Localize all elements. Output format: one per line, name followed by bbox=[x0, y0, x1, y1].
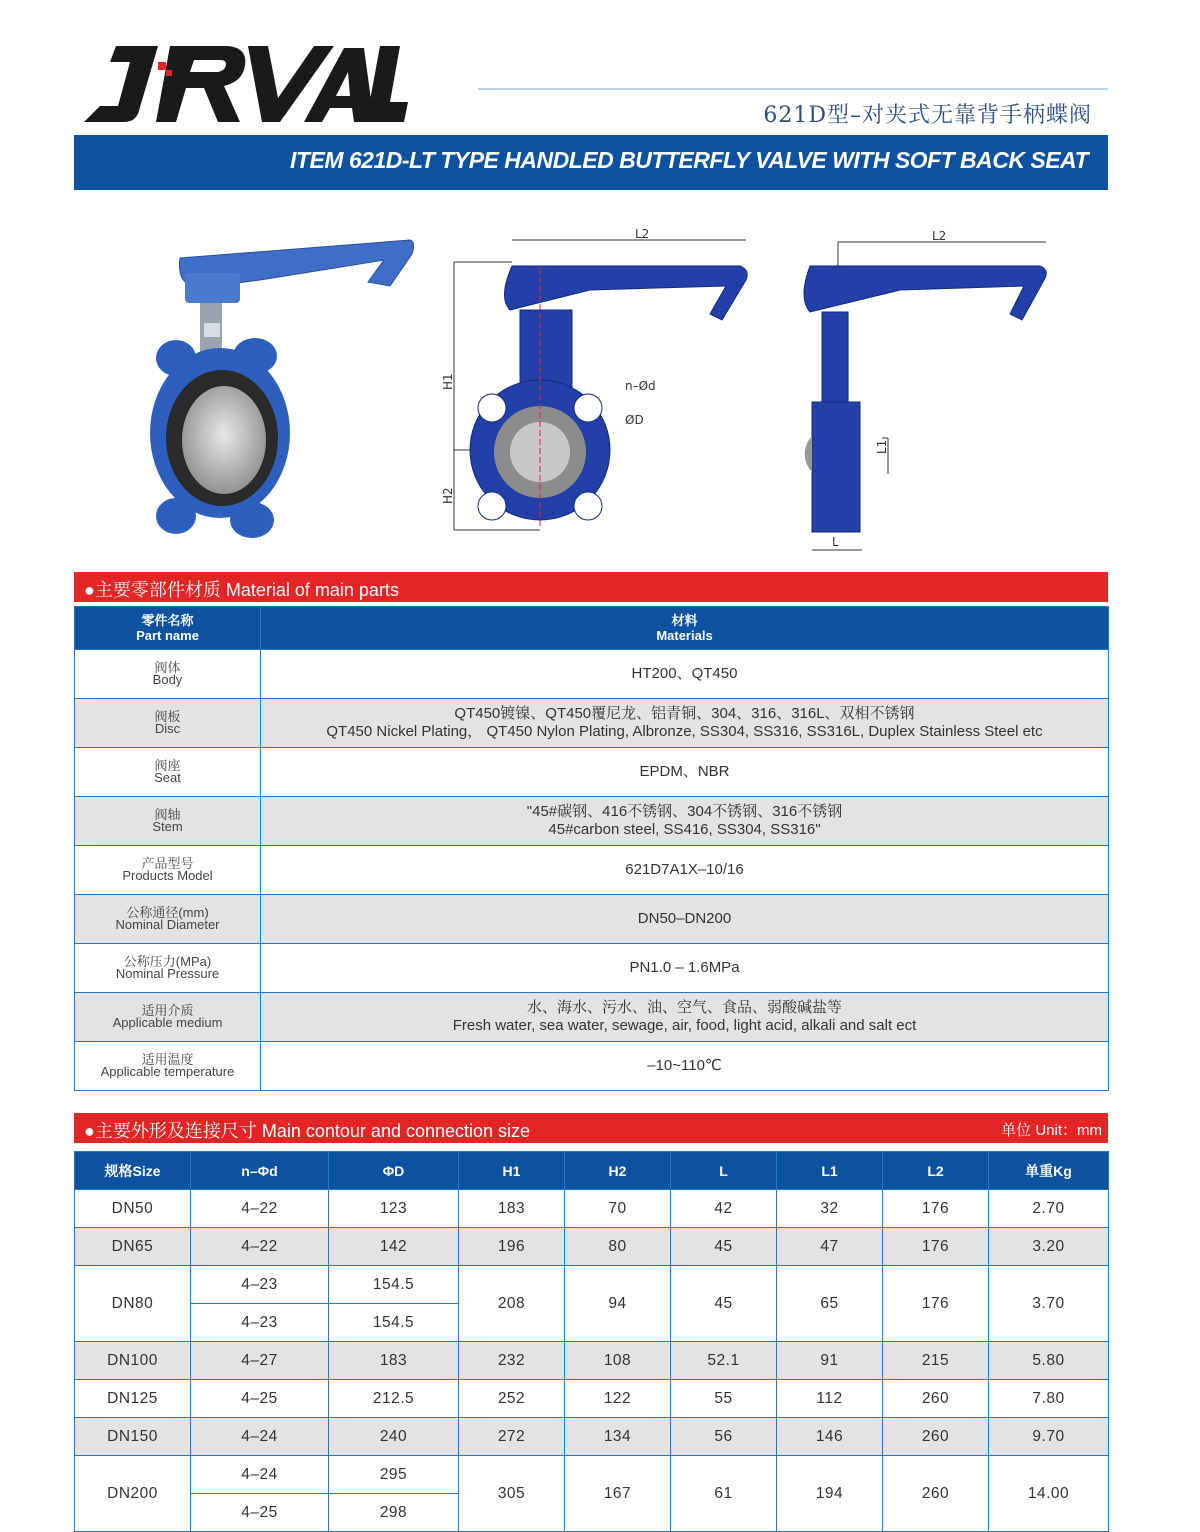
material-row bbox=[75, 797, 1109, 846]
material-row bbox=[75, 895, 1109, 944]
materials-table bbox=[74, 606, 1109, 1091]
dim-header-cell: 规格Size bbox=[75, 1152, 191, 1190]
front-view-drawing bbox=[440, 228, 770, 548]
dim-value-cell: 7.80 bbox=[989, 1380, 1109, 1418]
dim-value-cell: 215 bbox=[883, 1342, 989, 1380]
size-cell: DN65 bbox=[75, 1228, 191, 1266]
material-row bbox=[75, 846, 1109, 895]
dim-value-cell: 45 bbox=[671, 1228, 777, 1266]
material-value-cell: PN1.0 – 1.6MPa bbox=[261, 944, 1109, 993]
dim-value-cell: 32 bbox=[777, 1190, 883, 1228]
dim-header-cell: L bbox=[671, 1152, 777, 1190]
label-nd: n–Ød bbox=[625, 379, 656, 393]
dim-header-cell: 单重Kg bbox=[989, 1152, 1109, 1190]
label-l1: L1 bbox=[875, 439, 889, 454]
dim-value-cell: 3.20 bbox=[989, 1228, 1109, 1266]
dim-value-cell: 42 bbox=[671, 1190, 777, 1228]
dim-value-cell: 176 bbox=[883, 1190, 989, 1228]
nd-cell: 4–22 bbox=[191, 1190, 329, 1228]
english-title: ITEM 621D-LT TYPE HANDLED BUTTERFLY VALVE WITH SOFT BACK SEAT bbox=[290, 147, 1088, 173]
material-value-cell: "45#碳钢、416不锈钢、304不锈钢、316不锈钢 45#carbon steel, SS416, SS304, SS316" bbox=[261, 797, 1109, 846]
part-name-cell: 公称压力(MPa) Nominal Pressure bbox=[75, 944, 261, 993]
dim-value-cell: 260 bbox=[883, 1418, 989, 1456]
diameter-cell: 212.5 bbox=[329, 1380, 459, 1418]
dim-header-cell: ΦD bbox=[329, 1152, 459, 1190]
dim-value-cell: 56 bbox=[671, 1418, 777, 1456]
dim-row bbox=[75, 1190, 1109, 1228]
nd-cell: 4–23 bbox=[191, 1304, 329, 1342]
diameter-cell: 183 bbox=[329, 1342, 459, 1380]
material-value-cell: 621D7A1X–10/16 bbox=[261, 846, 1109, 895]
dim-value-cell: 91 bbox=[777, 1342, 883, 1380]
dim-value-cell: 94 bbox=[565, 1266, 671, 1342]
dim-value-cell: 134 bbox=[565, 1418, 671, 1456]
dim-value-cell: 305 bbox=[459, 1456, 565, 1532]
label-h2: H2 bbox=[441, 487, 455, 504]
dim-value-cell: 194 bbox=[777, 1456, 883, 1532]
dim-value-cell: 176 bbox=[883, 1266, 989, 1342]
material-row bbox=[75, 748, 1109, 797]
part-name-cell: 阀体 Body bbox=[75, 650, 261, 699]
dim-value-cell: 260 bbox=[883, 1456, 989, 1532]
dim-value-cell: 146 bbox=[777, 1418, 883, 1456]
dim-value-cell: 260 bbox=[883, 1380, 989, 1418]
label-l: L bbox=[832, 535, 839, 549]
dimensions-section-title: ●主要外形及连接尺寸 Main contour and connection size bbox=[84, 1121, 531, 1141]
size-cell: DN125 bbox=[75, 1380, 191, 1418]
dimensions-table bbox=[74, 1151, 1109, 1532]
nd-cell: 4–23 bbox=[191, 1266, 329, 1304]
dim-header-cell: L2 bbox=[883, 1152, 989, 1190]
material-value-cell: EPDM、NBR bbox=[261, 748, 1109, 797]
diameter-cell: 142 bbox=[329, 1228, 459, 1266]
dim-row bbox=[75, 1266, 1109, 1304]
nd-cell: 4–24 bbox=[191, 1418, 329, 1456]
dim-value-cell: 252 bbox=[459, 1380, 565, 1418]
part-name-header: 零件名称 Part name bbox=[75, 607, 261, 650]
dim-header-cell: H1 bbox=[459, 1152, 565, 1190]
dim-row bbox=[75, 1342, 1109, 1380]
dim-header-cell: n–Φd bbox=[191, 1152, 329, 1190]
size-cell: DN50 bbox=[75, 1190, 191, 1228]
material-row bbox=[75, 650, 1109, 699]
side-view-drawing bbox=[790, 228, 1070, 558]
nd-cell: 4–25 bbox=[191, 1380, 329, 1418]
part-name-cell: 适用温度 Applicable temperature bbox=[75, 1042, 261, 1091]
dim-value-cell: 176 bbox=[883, 1228, 989, 1266]
material-value-cell: HT200、QT450 bbox=[261, 650, 1109, 699]
dim-value-cell: 47 bbox=[777, 1228, 883, 1266]
dim-value-cell: 52.1 bbox=[671, 1342, 777, 1380]
dim-value-cell: 14.00 bbox=[989, 1456, 1109, 1532]
material-value-cell: QT450镀镍、QT450覆尼龙、铝青铜、304、316、316L、双相不锈钢 QT450 Nickel Plating， QT450 Nylon Plating, Albronze, SS304, SS316, SS316L, Duplex Stainless Steel etc bbox=[261, 699, 1109, 748]
material-row bbox=[75, 1042, 1109, 1091]
valve-photo bbox=[140, 228, 420, 548]
chinese-title: 621D型–对夹式无靠背手柄蝶阀 bbox=[763, 103, 1092, 128]
diameter-cell: 154.5 bbox=[329, 1304, 459, 1342]
size-cell: DN80 bbox=[75, 1266, 191, 1342]
dim-value-cell: 272 bbox=[459, 1418, 565, 1456]
part-name-cell: 公称通径(mm) Nominal Diameter bbox=[75, 895, 261, 944]
nd-cell: 4–24 bbox=[191, 1456, 329, 1494]
dim-value-cell: 45 bbox=[671, 1266, 777, 1342]
label-l2: L2 bbox=[635, 228, 650, 241]
dim-value-cell: 61 bbox=[671, 1456, 777, 1532]
material-row bbox=[75, 993, 1109, 1042]
dim-row bbox=[75, 1418, 1109, 1456]
dim-value-cell: 5.80 bbox=[989, 1342, 1109, 1380]
label-l2-side: L2 bbox=[932, 229, 947, 243]
diameter-cell: 295 bbox=[329, 1456, 459, 1494]
dim-value-cell: 122 bbox=[565, 1380, 671, 1418]
dim-row bbox=[75, 1228, 1109, 1266]
dim-value-cell: 208 bbox=[459, 1266, 565, 1342]
dim-row bbox=[75, 1456, 1109, 1494]
size-cell: DN150 bbox=[75, 1418, 191, 1456]
dim-value-cell: 65 bbox=[777, 1266, 883, 1342]
nd-cell: 4–22 bbox=[191, 1228, 329, 1266]
dim-value-cell: 196 bbox=[459, 1228, 565, 1266]
dim-value-cell: 70 bbox=[565, 1190, 671, 1228]
dim-row bbox=[75, 1380, 1109, 1418]
materials-section-title: ●主要零部件材质 Material of main parts bbox=[84, 580, 399, 600]
dimensions-section-bar bbox=[74, 1113, 1108, 1143]
title-banner bbox=[74, 135, 1108, 190]
dim-header-cell: H2 bbox=[565, 1152, 671, 1190]
material-value-cell: –10~110℃ bbox=[261, 1042, 1109, 1091]
dim-value-cell: 232 bbox=[459, 1342, 565, 1380]
size-cell: DN200 bbox=[75, 1456, 191, 1532]
part-name-cell: 适用介质 Applicable medium bbox=[75, 993, 261, 1042]
materials-header: 材料 Materials bbox=[261, 607, 1109, 650]
dim-value-cell: 3.70 bbox=[989, 1266, 1109, 1342]
unit-label: 单位 Unit：mm bbox=[1001, 1122, 1102, 1139]
label-d: ØD bbox=[625, 413, 644, 427]
material-value-cell: 水、海水、污水、油、空气、食品、弱酸碱盐等 Fresh water, sea water, sewage, air, food, light acid, alkali and salt ect bbox=[261, 993, 1109, 1042]
dim-value-cell: 108 bbox=[565, 1342, 671, 1380]
label-h1: H1 bbox=[441, 373, 455, 390]
material-value-cell: DN50–DN200 bbox=[261, 895, 1109, 944]
dim-value-cell: 55 bbox=[671, 1380, 777, 1418]
nd-cell: 4–25 bbox=[191, 1494, 329, 1532]
nd-cell: 4–27 bbox=[191, 1342, 329, 1380]
diameter-cell: 240 bbox=[329, 1418, 459, 1456]
size-cell: DN100 bbox=[75, 1342, 191, 1380]
dim-value-cell: 112 bbox=[777, 1380, 883, 1418]
diameter-cell: 123 bbox=[329, 1190, 459, 1228]
dim-value-cell: 167 bbox=[565, 1456, 671, 1532]
material-row bbox=[75, 699, 1109, 748]
dim-value-cell: 2.70 bbox=[989, 1190, 1109, 1228]
part-name-cell: 阀板 Disc bbox=[75, 699, 261, 748]
material-row bbox=[75, 944, 1109, 993]
materials-section-bar bbox=[74, 572, 1108, 602]
dim-value-cell: 183 bbox=[459, 1190, 565, 1228]
dim-header-cell: L1 bbox=[777, 1152, 883, 1190]
diameter-cell: 298 bbox=[329, 1494, 459, 1532]
dim-value-cell: 80 bbox=[565, 1228, 671, 1266]
part-name-cell: 阀轴 Stem bbox=[75, 797, 261, 846]
diameter-cell: 154.5 bbox=[329, 1266, 459, 1304]
brand-logo bbox=[78, 42, 408, 124]
header-rule bbox=[478, 88, 1108, 90]
dim-value-cell: 9.70 bbox=[989, 1418, 1109, 1456]
part-name-cell: 阀座 Seat bbox=[75, 748, 261, 797]
part-name-cell: 产品型号 Products Model bbox=[75, 846, 261, 895]
